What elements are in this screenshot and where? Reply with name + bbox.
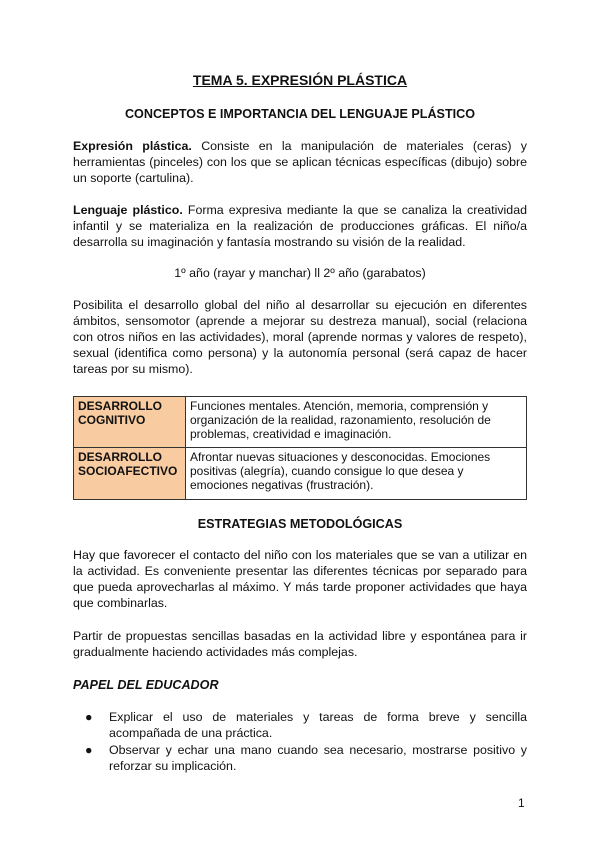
list-item-text: Observar y echar una mano cuando sea necesario, mostrarse positivo y reforzar su implicación.	[109, 743, 527, 773]
list-item	[85, 742, 527, 774]
definition: Consiste en la manipulación de materiales (ceras) y herramientas (pinceles) con los que se aplican técnicas específicas (dibujo) sobre un soporte (cartulina).	[73, 139, 527, 185]
paragraph-expresion-plastica	[73, 138, 527, 186]
paragraph-desarrollo-global: Posibilita el desarrollo global del niño al desarrollar su ejecución en diferentes ámbitos, sensomotor (aprende a mejorar su destreza manual), social (relaciona con otros niños en las actividades), moral (aprende normas y valores de respeto), sexual (identifica como persona) y la autonomía personal (será capaz de hacer tareas por su mismo).	[73, 298, 527, 376]
row-text: Afrontar nuevas situaciones y desconocidas. Emociones positivas (alegría), cuando consigue lo que desea y emociones negativas (frustración).	[186, 448, 527, 500]
paragraph-estrategias-1: Hay que favorecer el contacto del niño con los materiales que se van a utilizar en la actividad. Es conveniente presentar las diferentes técnicas por separado para que pueda aprovecharlas al máximo. Y más tarde proponer actividades que haya que combinarlas.	[73, 548, 527, 610]
development-table	[73, 396, 527, 500]
table-row	[74, 397, 527, 448]
list-item	[85, 709, 527, 741]
page-title: TEMA 5. EXPRESIÓN PLÁSTICA	[192, 72, 408, 88]
section-heading-papel: PAPEL DEL EDUCADOR	[73, 678, 219, 692]
list-item-text: Explicar el uso de materiales y tareas de forma breve y sencilla acompañada de una práctica.	[109, 710, 527, 740]
bullet-icon: ●	[85, 710, 93, 724]
paragraph-estrategias-2: Partir de propuestas sencillas basadas en la actividad libre y espontánea para ir gradualmente haciendo actividades más complejas.	[73, 629, 527, 659]
stages-line: 1º año (rayar y manchar) ll 2º año (garabatos)	[174, 266, 426, 280]
section-heading-estrategias: ESTRATEGIAS METODOLÓGICAS	[197, 517, 403, 531]
educator-list	[73, 709, 527, 775]
page-number: 1	[518, 796, 525, 810]
table-row	[74, 448, 527, 500]
row-label: DESARROLLO SOCIOAFECTIVO	[74, 448, 186, 500]
bullet-icon: ●	[85, 743, 93, 757]
section-heading-conceptos: CONCEPTOS E IMPORTANCIA DEL LENGUAJE PLÁSTICO	[124, 107, 476, 121]
row-text: Funciones mentales. Atención, memoria, comprensión y organización de la realidad, razonamiento, resolución de problemas, creatividad e imaginación.	[186, 397, 527, 448]
row-label: DESARROLLO COGNITIVO	[74, 397, 186, 448]
paragraph-lenguaje-plastico	[73, 202, 527, 250]
term: Expresión plástica.	[73, 139, 192, 153]
term: Lenguaje plástico.	[73, 203, 183, 217]
definition: Forma expresiva mediante la que se canaliza la creatividad infantil y se materializa en la realización de producciones gráficas. El niño/a desarrolla su imaginación y fantasía mostrando su visión de la realidad.	[73, 203, 527, 249]
